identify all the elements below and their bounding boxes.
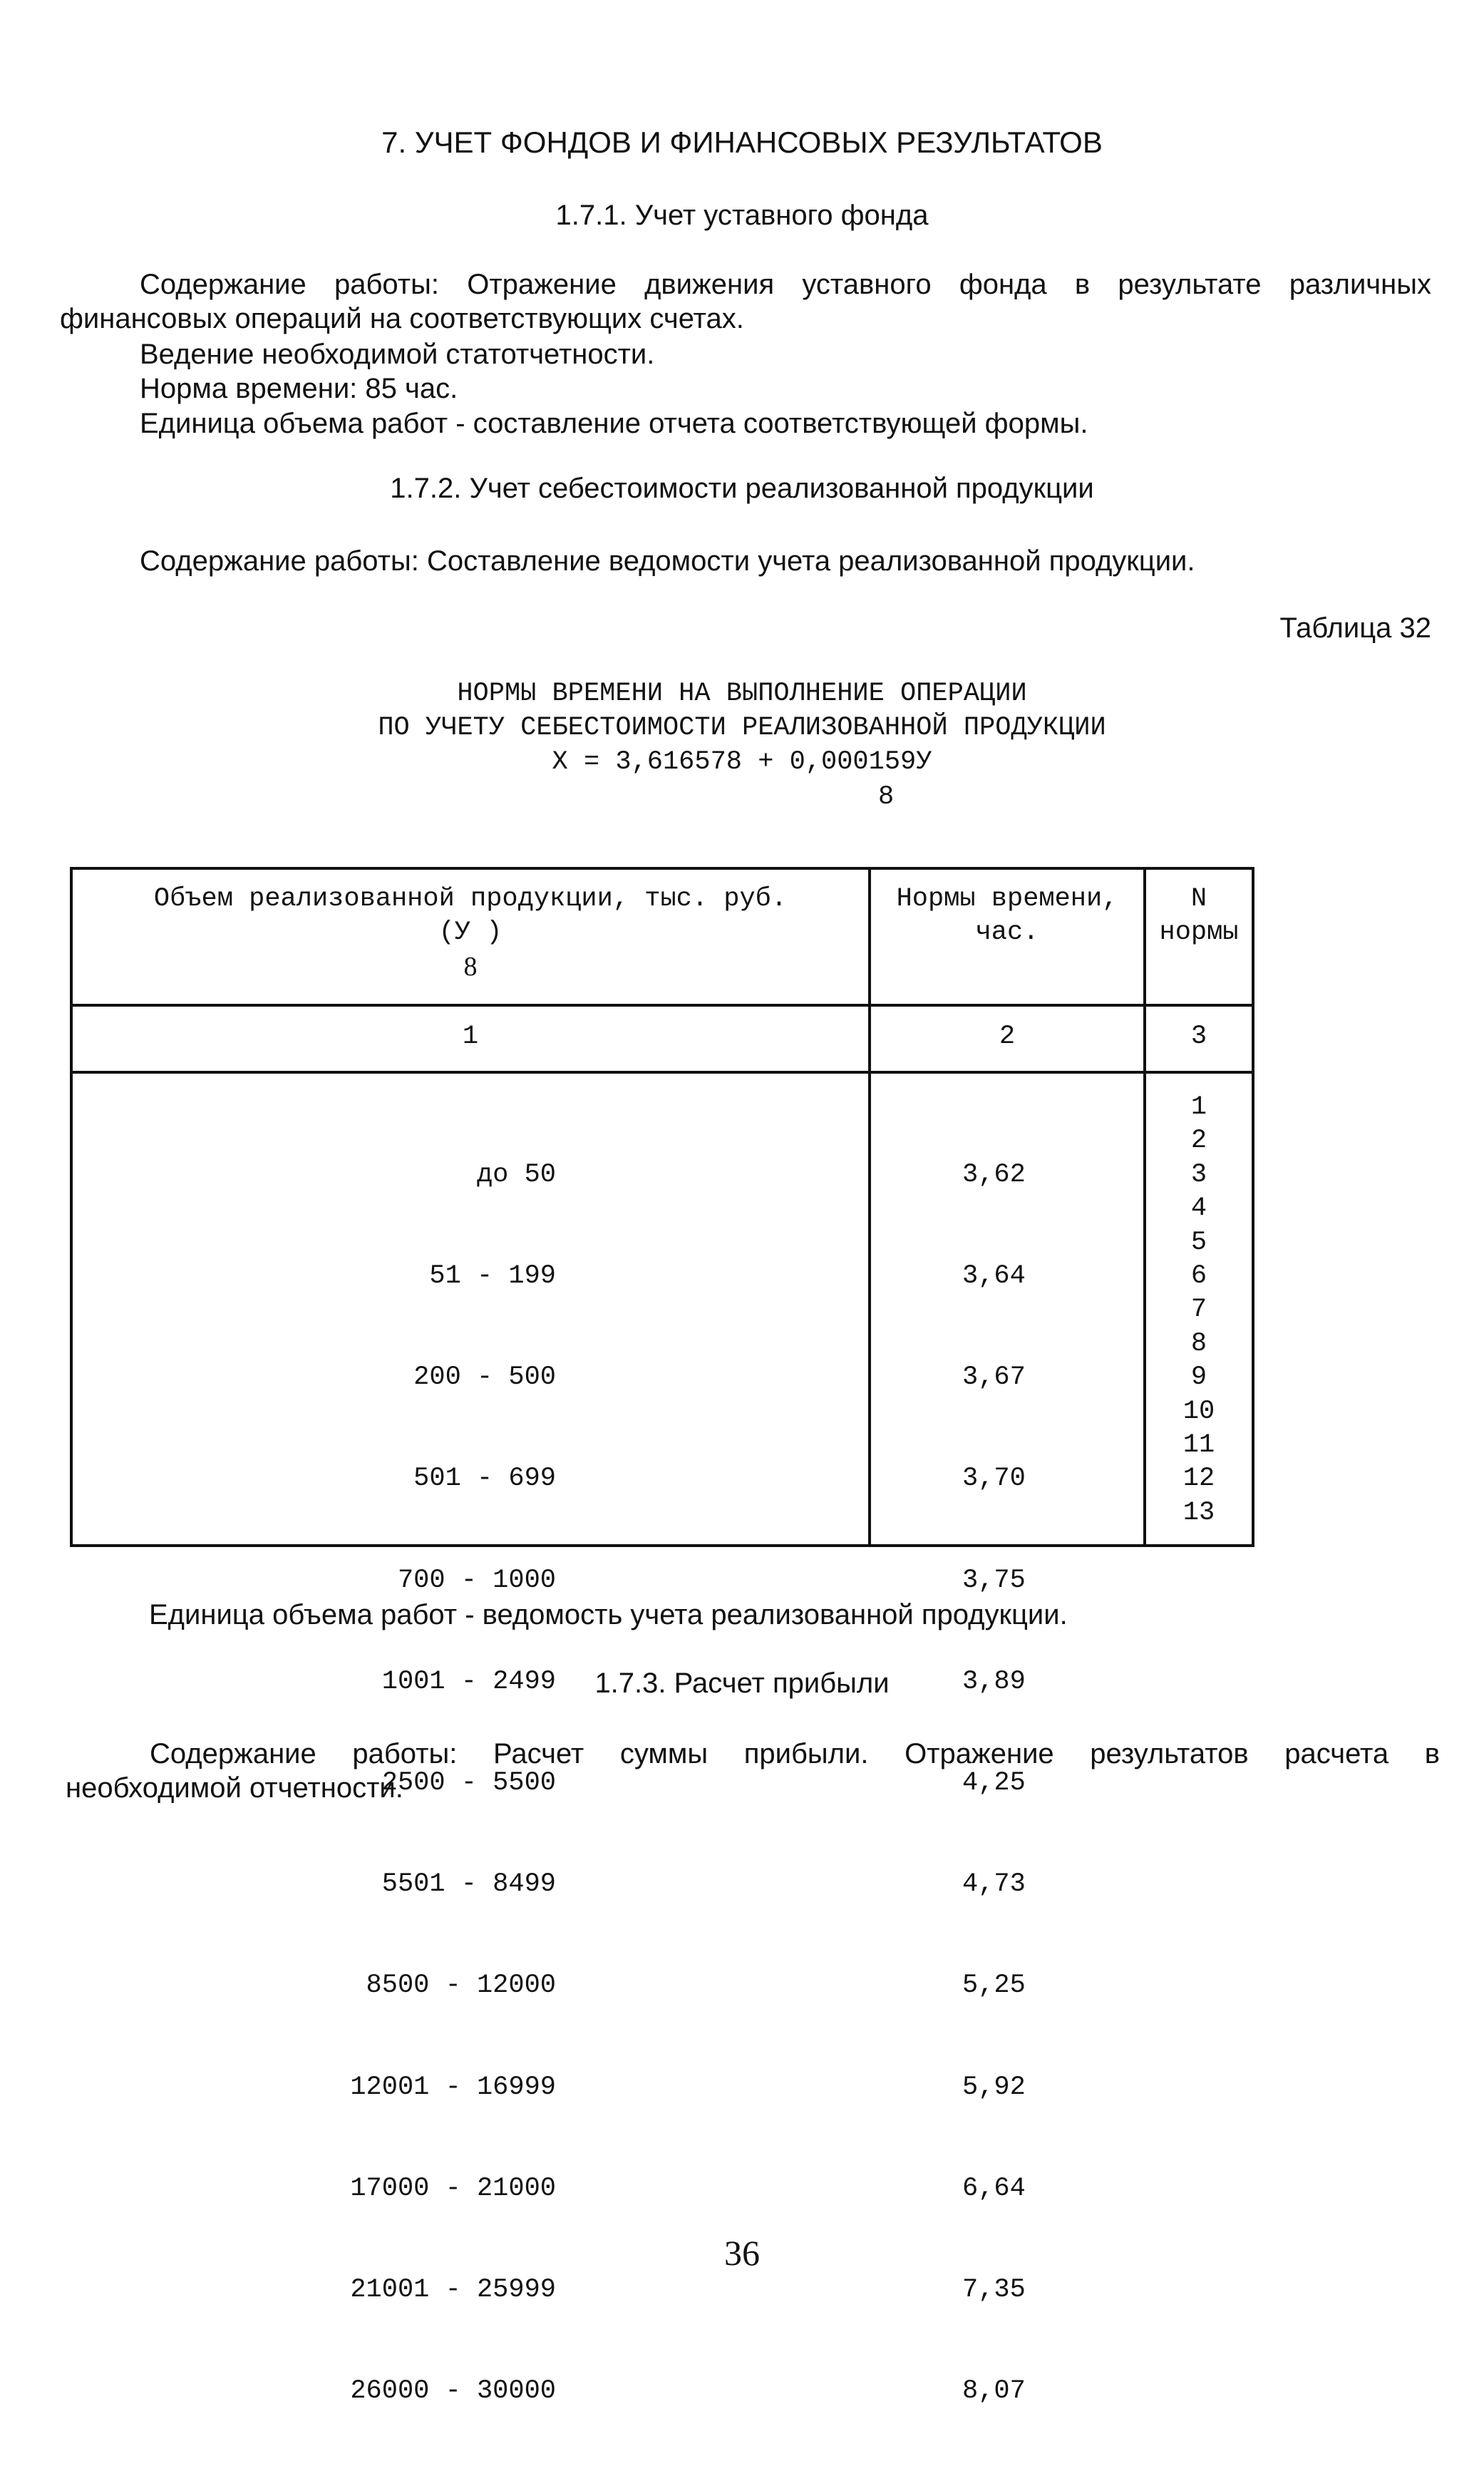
table-row-volume: 200 - 500 [413, 1362, 556, 1393]
table-row-number: 2 [1190, 1126, 1207, 1156]
s1-unit-line: Единица объема работ - составление отчета соответствующей формы. [140, 408, 1088, 439]
table-row-norm: 3,67 [962, 1362, 1026, 1393]
table-row-norm: 5,25 [962, 1971, 1026, 2001]
formula-subscript: 8 [878, 782, 895, 812]
table-title-line2: ПО УЧЕТУ СЕБЕСТОИМОСТИ РЕАЛИЗОВАННОЙ ПРОДУКЦИИ [378, 713, 1106, 743]
table-row-norm: 4,73 [962, 1869, 1026, 1900]
header-norms-line1: Нормы времени, [896, 884, 1118, 914]
table-row-norm: 5,92 [962, 2072, 1026, 2102]
table-row-volume: 5501 - 8499 [381, 1869, 556, 1900]
table-row-volume: 51 - 199 [429, 1261, 556, 1292]
table-row-number: 3 [1190, 1159, 1207, 1190]
table-header-divider [70, 1004, 1254, 1007]
table-row-norm: 3,89 [962, 1666, 1026, 1697]
s1-statreport-line: Ведение необходимой статотчетности. [140, 339, 655, 370]
header-norms-line2: час. [975, 918, 1039, 947]
table-title-line1: НОРМЫ ВРЕМЕНИ НА ВЫПОЛНЕНИЕ ОПЕРАЦИИ [457, 679, 1027, 709]
table-label: Таблица 32 [1279, 612, 1431, 644]
table-row-number: 5 [1190, 1227, 1207, 1258]
table-number-row-divider [70, 1071, 1254, 1074]
column-number-3: 3 [1190, 1022, 1207, 1052]
table-row-norm: 3,64 [962, 1261, 1026, 1292]
table-row-norm: 8,07 [962, 2376, 1026, 2407]
table-column-divider-1 [868, 867, 871, 1547]
s1-paragraph-line1: Содержание работы: Отражение движения уставного фонда в результате различных [140, 269, 1431, 300]
s1-paragraph-line2: финансовых операций на соответствующих счетах. [60, 303, 744, 334]
table-row-volume: 12001 - 16999 [350, 2072, 556, 2102]
table-row-volume: 8500 - 12000 [366, 1971, 556, 2001]
table-row-norm: 3,62 [962, 1159, 1026, 1190]
s3-paragraph-line1: Содержание работы: Расчет суммы прибыли. Отражение результатов расчета в [150, 1738, 1440, 1769]
table-right-border [1252, 867, 1254, 1547]
table-row-norm: 6,64 [962, 2173, 1026, 2204]
table-top-border [70, 867, 1254, 870]
s2-content-line: Содержание работы: Составление ведомости учета реализованной продукции. [140, 545, 1195, 577]
table-row-number: 13 [1182, 1497, 1215, 1528]
header-volume-subscript: 8 [463, 952, 478, 982]
table-row-number: 4 [1190, 1193, 1207, 1224]
table-row-volume: 21001 - 25999 [350, 2275, 556, 2306]
header-number-line1: N [1190, 884, 1207, 914]
subsection-heading-1-7-3: 1.7.3. Расчет прибыли [594, 1668, 890, 1699]
column-number-2: 2 [999, 1022, 1016, 1052]
table-row-number: 7 [1190, 1295, 1207, 1325]
table-row-number: 1 [1190, 1092, 1207, 1122]
s1-time-norm-line: Норма времени: 85 час. [140, 373, 458, 404]
formula: X = 3,616578 + 0,000159У [552, 747, 932, 777]
subsection-heading-1-7-2: 1.7.2. Учет себестоимости реализованной продукции [390, 473, 1094, 504]
header-volume-line2: (У ) [438, 918, 503, 947]
table-row-volume: 2500 - 5500 [381, 1768, 556, 1799]
table-row-volume: 700 - 1000 [397, 1565, 556, 1596]
table-row-number: 8 [1190, 1328, 1207, 1359]
table-row-number: 11 [1182, 1429, 1215, 1460]
page-number: 36 [724, 2233, 760, 2273]
table-row-number: 6 [1190, 1260, 1207, 1291]
table-row-number: 10 [1182, 1396, 1215, 1427]
table-row-norm: 3,70 [962, 1464, 1026, 1494]
column-number-1: 1 [462, 1022, 479, 1052]
s3-paragraph-line2: необходимой отчетности. [66, 1772, 403, 1804]
header-volume-line1: Объем реализованной продукции, тыс. руб. [153, 884, 788, 914]
table-row-volume: 17000 - 21000 [350, 2173, 556, 2204]
table-row-volume: до 50 [476, 1159, 556, 1190]
table-row-volume: 501 - 699 [413, 1464, 556, 1494]
table-row-norm: 3,75 [962, 1565, 1026, 1596]
table-row-volume: 26000 - 30000 [350, 2376, 556, 2407]
table-row-number: 9 [1190, 1362, 1207, 1393]
table-row-number: 12 [1182, 1464, 1215, 1494]
table-row-norm: 4,25 [962, 1768, 1026, 1799]
number-column [1146, 1091, 1252, 1530]
table-row-norm: 7,35 [962, 2275, 1026, 2306]
table-row-volume: 1001 - 2499 [381, 1666, 556, 1697]
after-table-unit-line: Единица объема работ - ведомость учета реализованной продукции. [149, 1599, 1068, 1630]
subsection-heading-1-7-1: 1.7.1. Учет уставного фонда [555, 200, 929, 231]
section-title: 7. УЧЕТ ФОНДОВ И ФИНАНСОВЫХ РЕЗУЛЬТАТОВ [381, 125, 1103, 159]
header-number-line2: нормы [1159, 918, 1239, 947]
